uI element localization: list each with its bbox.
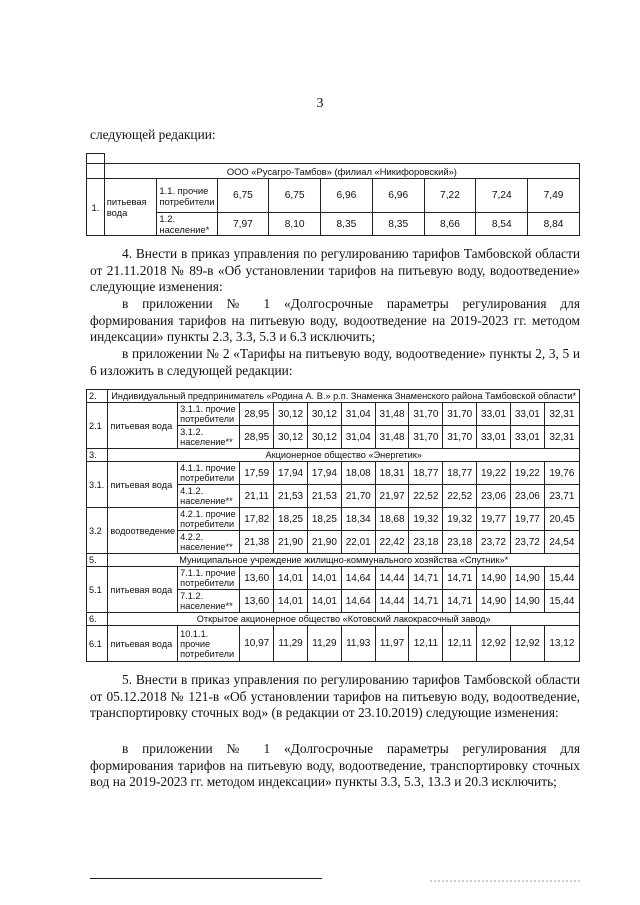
table1-tariff-value: 8,35	[372, 213, 424, 236]
table2-tariff-value: 15,44	[544, 590, 579, 613]
table2-tariff-value: 19,32	[409, 508, 443, 531]
table2-tariff-value: 21,53	[274, 485, 308, 508]
table2-tariff-value: 23,71	[544, 485, 579, 508]
table2-tariff-value: 32,31	[544, 403, 579, 426]
table2-consumer-label: 7.1.1. прочие потребители	[178, 567, 240, 590]
table2-tariff-value: 18,34	[341, 508, 375, 531]
table2-consumer-label: 7.1.2. население**	[178, 590, 240, 613]
table2-consumer-label: 4.1.2. население**	[178, 485, 240, 508]
table2-tariff-value: 30,12	[274, 403, 308, 426]
table1-tariff-value: 6,75	[269, 179, 321, 213]
paragraph-4-2: в приложении № 1 «Долгосрочные параметры регулирования для формирования тарифов на питьевую воду, водоотведение на 2019-2023 гг. методом индексации» пункты 2.3, 3.3, 5.3 и 6.3 исключить;	[90, 296, 580, 345]
paragraph-4-1: 4. Внести в приказ управления по регулированию тарифов Тамбовской области от 21.11.2018 № 89-в «Об установлении тарифов на питьевую воду, водоотведение» следующие изменения:	[90, 246, 580, 295]
table1-tariff-value: 8,54	[476, 213, 528, 236]
paragraph-4-3: в приложении № 2 «Тарифы на питьевую воду, водоотведение» пункты 2, 3, 5 и 6 изложить в следующей редакции:	[90, 346, 580, 378]
table1-tariff-value: 7,24	[476, 179, 528, 213]
table1-row-number: 1.	[87, 179, 105, 236]
table2-tariff-value: 17,94	[307, 462, 341, 485]
table1-tariff-value: 6,96	[321, 179, 373, 213]
table2-tariff-value: 23,72	[510, 531, 544, 554]
table2-tariff-value: 33,01	[477, 403, 511, 426]
table2-tariff-value: 11,29	[274, 626, 308, 662]
table2-tariff-value: 33,01	[510, 403, 544, 426]
tariff-table-2	[86, 389, 580, 662]
table2-tariff-value: 23,18	[409, 531, 443, 554]
table2-service: питьевая вода	[108, 626, 178, 662]
table2-tariff-value: 21,90	[307, 531, 341, 554]
table2-tariff-value: 10,97	[240, 626, 274, 662]
table2-tariff-value: 14,90	[477, 590, 511, 613]
table2-tariff-value: 24,54	[544, 531, 579, 554]
table2-tariff-value: 18,31	[375, 462, 409, 485]
table2-section-header-row	[87, 390, 580, 403]
table2-tariff-value: 22,52	[443, 485, 477, 508]
table2-tariff-value: 11,93	[341, 626, 375, 662]
table2-section-header-row	[87, 449, 580, 462]
table2-tariff-value: 21,70	[341, 485, 375, 508]
table2-service: питьевая вода	[108, 403, 178, 449]
table2-tariff-value: 18,08	[341, 462, 375, 485]
table2-row	[87, 462, 580, 485]
table2-tariff-value: 21,97	[375, 485, 409, 508]
table2-tariff-value: 28,95	[240, 426, 274, 449]
table2-group-number: 2.1	[87, 403, 108, 449]
table2-tariff-value: 18,77	[443, 462, 477, 485]
table1-tariff-value: 8,84	[528, 213, 580, 236]
table2-service: питьевая вода	[108, 462, 178, 508]
paragraph-5-1: 5. Внести в приказ управления по регулированию тарифов Тамбовской области от 05.12.2018 № 121-в «Об установлении тарифов на питьевую воду, водоотведение, транспортировку сточных вод» (в редакции от 23.10.2019) следующие изменения:	[90, 672, 580, 721]
table2-section-header: Муниципальное учреждение жилищно-коммунального хозяйства «Спутник»*	[108, 554, 580, 567]
table2-tariff-value: 22,42	[375, 531, 409, 554]
table2-tariff-value: 31,48	[375, 403, 409, 426]
table2-tariff-value: 14,71	[409, 567, 443, 590]
table2-tariff-value: 17,94	[274, 462, 308, 485]
table2-tariff-value: 33,01	[477, 426, 511, 449]
table2-row	[87, 403, 580, 426]
table1-corner	[87, 154, 105, 164]
table2-group-number: 5.1	[87, 567, 108, 613]
table2-row	[87, 626, 580, 662]
table2-tariff-value: 28,95	[240, 403, 274, 426]
table2-consumer-label: 4.2.1. прочие потребители	[178, 508, 240, 531]
table2-tariff-value: 11,97	[375, 626, 409, 662]
table2-tariff-value: 14,90	[510, 567, 544, 590]
table2-tariff-value: 31,70	[443, 403, 477, 426]
table2-tariff-value: 18,25	[274, 508, 308, 531]
table2-tariff-value: 12,92	[510, 626, 544, 662]
table2-tariff-value: 23,06	[477, 485, 511, 508]
table2-tariff-value: 30,12	[307, 426, 341, 449]
table2-section-header: Открытое акционерное общество «Котовский лакокрасочный завод»	[108, 613, 580, 626]
table2-tariff-value: 14,01	[274, 567, 308, 590]
table2-tariff-value: 23,18	[443, 531, 477, 554]
paragraph-5-2: в приложении № 1 «Долгосрочные параметры регулирования для формирования тарифов на питьевую воду, водоотведение, транспортировку сточных вод на 2019-2023 гг. методом индексации» пункты 3.3, 5.3, 13.3 и 20.3 исключить;	[90, 741, 580, 790]
table1-tariff-value: 7,22	[424, 179, 476, 213]
intro-line: следующей редакции:	[90, 127, 216, 142]
table2-tariff-value: 31,70	[409, 426, 443, 449]
table2-tariff-value: 14,01	[307, 567, 341, 590]
table2-tariff-value: 12,11	[443, 626, 477, 662]
table2-tariff-value: 23,72	[477, 531, 511, 554]
table2-tariff-value: 14,90	[477, 567, 511, 590]
table2-tariff-value: 33,01	[510, 426, 544, 449]
table2-tariff-value: 31,48	[375, 426, 409, 449]
table2-tariff-value: 13,60	[240, 567, 274, 590]
table2-consumer-label: 3.1.2. население**	[178, 426, 240, 449]
table2-service: водоотведение	[108, 508, 178, 554]
table1-tariff-value: 7,97	[217, 213, 269, 236]
table2-tariff-value: 18,25	[307, 508, 341, 531]
table2-tariff-value: 19,77	[510, 508, 544, 531]
table2-tariff-value: 19,32	[443, 508, 477, 531]
table2-group-number: 3.1.	[87, 462, 108, 508]
table2-tariff-value: 30,12	[274, 426, 308, 449]
table2-tariff-value: 22,52	[409, 485, 443, 508]
table2-tariff-value: 14,64	[341, 590, 375, 613]
table2-consumer-label: 4.2.2. население**	[178, 531, 240, 554]
table1-tariff-value: 8,10	[269, 213, 321, 236]
table2-tariff-value: 30,12	[307, 403, 341, 426]
table2-tariff-value: 17,82	[240, 508, 274, 531]
table2-tariff-value: 32,31	[544, 426, 579, 449]
table2-tariff-value: 12,92	[477, 626, 511, 662]
table2-tariff-value: 14,64	[341, 567, 375, 590]
table2-tariff-value: 14,71	[443, 590, 477, 613]
table2-tariff-value: 13,12	[544, 626, 579, 662]
table2-tariff-value: 15,44	[544, 567, 579, 590]
table2-service: питьевая вода	[108, 567, 178, 613]
table1-service: питьевая вода	[104, 179, 157, 236]
table2-tariff-value: 14,71	[443, 567, 477, 590]
table1-consumer-label: 1.2. население*	[157, 213, 217, 236]
table2-tariff-value: 22,01	[341, 531, 375, 554]
table2-section-number: 5.	[87, 554, 108, 567]
table2-tariff-value: 14,44	[375, 567, 409, 590]
table2-tariff-value: 18,77	[409, 462, 443, 485]
table1-consumer-label: 1.1. прочие потребители	[157, 179, 217, 213]
table2-tariff-value: 14,01	[307, 590, 341, 613]
table2-tariff-value: 21,90	[274, 531, 308, 554]
table2-tariff-value: 31,70	[409, 403, 443, 426]
table2-tariff-value: 31,04	[341, 403, 375, 426]
table2-consumer-label: 4.1.1. прочие потребители	[178, 462, 240, 485]
table1-row	[87, 213, 580, 236]
tariff-table-1	[86, 153, 580, 236]
table2-tariff-value: 14,44	[375, 590, 409, 613]
table2-section-header: Индивидуальный предприниматель «Родина А. В.» р.п. Знаменка Знаменского района Тамбовской области*	[108, 390, 580, 403]
table2-section-number: 2.	[87, 390, 108, 403]
table2-tariff-value: 21,11	[240, 485, 274, 508]
table2-tariff-value: 13,60	[240, 590, 274, 613]
table2-tariff-value: 21,38	[240, 531, 274, 554]
table1-body	[87, 179, 580, 236]
table2-tariff-value: 31,04	[341, 426, 375, 449]
table2-group-number: 6.1	[87, 626, 108, 662]
table2-consumer-label: 10.1.1. прочие потребители	[178, 626, 240, 662]
table2-section-number: 6.	[87, 613, 108, 626]
footer-rule	[90, 878, 322, 879]
table2-tariff-value: 20,45	[544, 508, 579, 531]
table2-tariff-value: 19,22	[510, 462, 544, 485]
table2-tariff-value: 11,29	[307, 626, 341, 662]
table2-tariff-value: 19,22	[477, 462, 511, 485]
table2-tariff-value: 18,68	[375, 508, 409, 531]
table2-consumer-label: 3.1.1. прочие потребители	[178, 403, 240, 426]
table1-header: ООО «Русагро-Тамбов» (филиал «Никифоровский»)	[104, 164, 579, 179]
table2-tariff-value: 19,76	[544, 462, 579, 485]
table2-row	[87, 567, 580, 590]
table2-tariff-value: 14,71	[409, 590, 443, 613]
table1-row	[87, 179, 580, 213]
table2-tariff-value: 14,90	[510, 590, 544, 613]
table2-tariff-value: 31,70	[443, 426, 477, 449]
table2-tariff-value: 17,59	[240, 462, 274, 485]
table2-section-number: 3.	[87, 449, 108, 462]
table2-tariff-value: 19,77	[477, 508, 511, 531]
table1-tariff-value: 6,96	[372, 179, 424, 213]
table1-tariff-value: 7,49	[528, 179, 580, 213]
table2-row	[87, 508, 580, 531]
table2-section-header-row	[87, 554, 580, 567]
page-number: 3	[316, 96, 324, 111]
table1-tariff-value: 6,75	[217, 179, 269, 213]
table2-tariff-value: 14,01	[274, 590, 308, 613]
table2-tariff-value: 12,11	[409, 626, 443, 662]
table2-tariff-value: 23,06	[510, 485, 544, 508]
table1-tariff-value: 8,66	[424, 213, 476, 236]
table2-section-header: Акционерное общество «Энергетик»	[108, 449, 580, 462]
table2-tariff-value: 21,53	[307, 485, 341, 508]
table2-group-number: 3.2	[87, 508, 108, 554]
table2-section-header-row	[87, 613, 580, 626]
table1-tariff-value: 8,35	[321, 213, 373, 236]
footer-faint-marks	[430, 880, 580, 886]
